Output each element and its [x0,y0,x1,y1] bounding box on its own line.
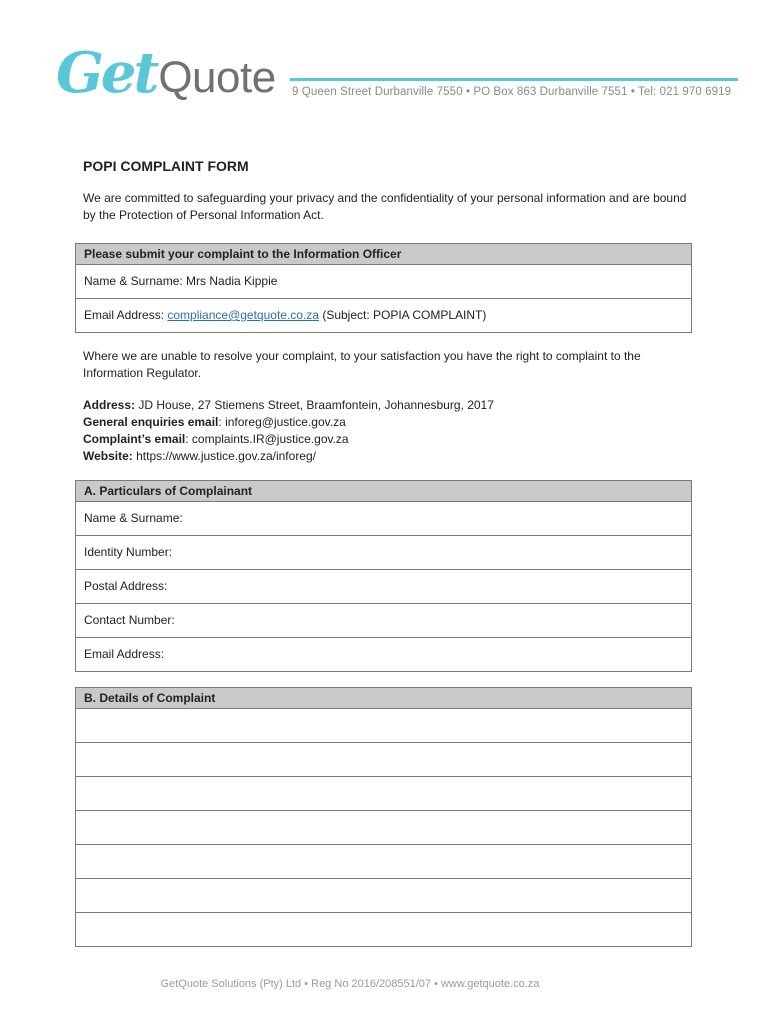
form-intro [83,158,698,224]
complainant-id-field[interactable]: Identity Number: [76,536,691,570]
regulator-address-value: JD House, 27 Stiemens Street, Braamfontein, Johannesburg, 2017 [135,398,494,412]
logo-quote-text: Quote [158,53,276,102]
regulator-complaints-label: Complaint’s email [83,432,186,446]
company-address: 9 Queen Street Durbanville 7550 • PO Box 863 Durbanville 7551 • Tel: 021 970 6919 [292,86,732,98]
intro-paragraph: We are committed to safeguarding your privacy and the confidentiality of your personal information and are bound by the Protection of Personal Information Act. [83,191,687,222]
officer-email-row [76,299,691,332]
complainant-contact-field[interactable]: Contact Number: [76,604,691,638]
form-title: POPI COMPLAINT FORM [83,158,249,174]
complaint-details-line[interactable] [76,845,691,879]
header-divider [290,78,738,81]
letterhead [0,0,770,120]
complaint-details-line[interactable] [76,709,691,743]
complainant-email-field[interactable]: Email Address: [84,647,165,661]
complaint-details-table [75,687,692,947]
page-footer: GetQuote Solutions (Pty) Ltd • Reg No 2016/208551/07 • www.getquote.co.za [160,978,540,990]
getquote-logo [56,38,276,108]
regulator-website-line [83,448,494,465]
regulator-website-label: Website: [83,449,133,463]
section-a-heading: A. Particulars of Complainant [76,481,691,502]
information-officer-table [75,243,692,333]
officer-email-subject: (Subject: POPIA COMPLAINT) [318,308,487,322]
regulator-general-label: General enquiries email [83,415,219,429]
regulator-general-line [83,414,494,431]
regulator-paragraph: Where we are unable to resolve your complaint, to your satisfaction you have the right to complaint to the Information Regulator. [83,349,641,380]
logo-get-text: Get [56,40,157,106]
regulator-general-value: : inforeg@justice.gov.za [218,415,346,429]
regulator-address-label: Address: [83,398,136,412]
complaint-details-line[interactable] [76,743,691,777]
officer-email-link[interactable]: compliance@getquote.co.za [167,308,319,322]
regulator-complaints-line [83,431,494,448]
complainant-postal-field[interactable]: Postal Address: [76,570,691,604]
complainant-name-field[interactable]: Name & Surname: [76,502,691,536]
regulator-complaints-value: : complaints.IR@justice.gov.za [185,432,349,446]
regulator-address-line [83,397,494,414]
complaint-details-line[interactable] [76,913,691,946]
complaint-details-line[interactable] [76,879,691,913]
officer-table-heading: Please submit your complaint to the Information Officer [76,244,691,265]
regulator-contact-block [83,397,494,465]
officer-email-label: Email Address: [84,308,168,322]
section-b-heading: B. Details of Complaint [76,688,691,709]
complaint-details-line[interactable] [76,811,691,845]
officer-name-row: Name & Surname: Mrs Nadia Kippie [76,265,691,299]
complainant-particulars-table [75,480,692,672]
complaint-details-line[interactable] [76,777,691,811]
regulator-website-value: https://www.justice.gov.za/inforeg/ [132,449,316,463]
